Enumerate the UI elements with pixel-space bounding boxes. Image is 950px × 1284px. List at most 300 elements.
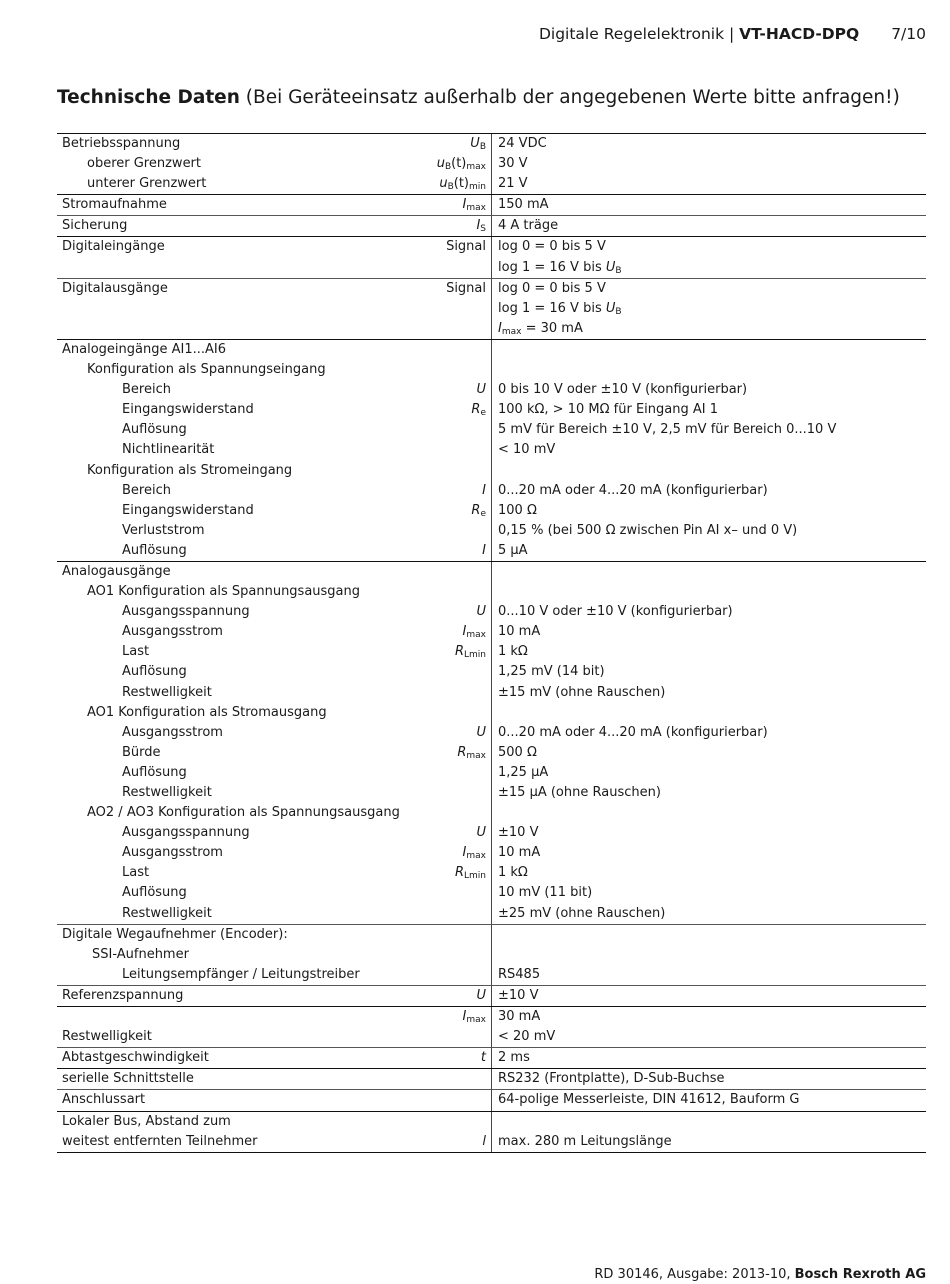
page-footer (594, 1267, 926, 1282)
spec-label-cell (57, 1048, 492, 1068)
spec-row (57, 843, 926, 863)
spec-label: Betriebsspannung (62, 136, 181, 151)
spec-row (57, 174, 926, 194)
spec-label-cell (57, 380, 492, 400)
symbol-subscript: B (447, 182, 454, 193)
symbol-letter: U (476, 825, 486, 841)
spec-value-cell (492, 1090, 926, 1110)
spec-label-cell (57, 360, 492, 380)
spec-label-continued: weitest entfernten Teilnehmer (62, 1133, 258, 1149)
spec-value: 500 Ω (498, 744, 537, 760)
symbol-letter: I (482, 542, 486, 558)
spec-value: 100 Ω (498, 502, 537, 518)
spec-row (57, 924, 926, 945)
spec-label: Analogausgänge (62, 563, 171, 579)
spec-label: Bereich (122, 382, 171, 398)
spec-value: ±25 mV (ohne Rauschen) (498, 905, 666, 921)
spec-label-cell (57, 863, 492, 883)
spec-label-cell (57, 521, 492, 541)
symbol-suffix: (t) (451, 156, 467, 172)
symbol-letter: l (482, 1133, 486, 1149)
symbol-letter: u (436, 156, 445, 172)
spec-value: 0...10 V oder ±10 V (konfigurierbar) (498, 604, 733, 620)
spec-value-cell (492, 1027, 926, 1047)
symbol-letter: I (462, 845, 467, 861)
spec-value (498, 925, 926, 945)
spec-label: Digitaleingänge (62, 239, 165, 255)
spec-label: Ausgangsstrom (122, 624, 223, 640)
spec-value-cell (492, 195, 926, 215)
spec-value (498, 703, 926, 723)
spec-value-cell (492, 803, 926, 823)
symbol-letter: U (476, 987, 486, 1003)
spec-label-cell (57, 1027, 492, 1047)
spec-label: AO1 Konfiguration als Stromausgang (87, 704, 327, 720)
page-title (57, 87, 900, 108)
spec-label: Ausgangsspannung (122, 604, 250, 620)
spec-value: ±15 µA (ohne Rauschen) (498, 785, 661, 801)
spec-row (57, 723, 926, 743)
spec-row (57, 1047, 926, 1068)
spec-label: Bürde (122, 744, 161, 760)
spec-symbol (455, 642, 486, 662)
spec-label: AO2 / AO3 Konfiguration als Spannungsausgang (87, 805, 400, 821)
spec-row (57, 743, 926, 763)
spec-value-cell (492, 883, 926, 903)
spec-value-cell (492, 783, 926, 803)
spec-value-cell (492, 1069, 926, 1089)
spec-value: 150 mA (498, 197, 549, 213)
value-symbol: I (498, 320, 502, 336)
spec-row (57, 823, 926, 843)
spec-value: 4 A träge (498, 218, 559, 234)
spec-label: Ausgangsstrom (122, 724, 223, 740)
spec-row (57, 420, 926, 440)
spec-label: Restwelligkeit (62, 1029, 152, 1045)
spec-label: Digitale Wegaufnehmer (Encoder): (62, 926, 288, 942)
symbol-letter: I (462, 197, 467, 213)
spec-label: Verluststrom (122, 522, 205, 538)
spec-label-cell (57, 945, 492, 965)
spec-value-cell (492, 562, 926, 582)
spec-value-cell (492, 622, 926, 642)
spec-row (57, 400, 926, 420)
page-header (539, 25, 926, 43)
spec-value-cell (492, 986, 926, 1006)
spec-value: 1,25 µA (498, 764, 549, 780)
spec-symbol (439, 174, 486, 194)
value-symbol: U (605, 300, 616, 316)
spec-row (57, 541, 926, 561)
spec-label: Restwelligkeit (122, 684, 212, 700)
symbol-letter: R (454, 865, 464, 881)
footer-company: Bosch Rexroth AG (794, 1267, 926, 1282)
symbol-subscript: S (480, 224, 486, 235)
spec-value-cell (492, 843, 926, 863)
symbol-letter: I (462, 624, 467, 640)
spec-symbol (455, 863, 486, 883)
spec-value-cell (492, 1112, 926, 1152)
spec-label-cell (57, 803, 492, 823)
spec-row (57, 763, 926, 783)
spec-value-cell (492, 279, 926, 339)
symbol-letter: I (482, 482, 486, 498)
spec-row (57, 985, 926, 1006)
spec-symbol (463, 195, 486, 215)
spec-label: Lokaler Bus, Abstand zum (62, 1113, 231, 1129)
spec-label-cell (57, 763, 492, 783)
spec-row (57, 602, 926, 622)
spec-symbol (482, 481, 486, 501)
spec-label-cell (57, 965, 492, 985)
spec-value-cell (492, 154, 926, 174)
spec-row (57, 863, 926, 883)
value-subscript: max (501, 326, 522, 337)
spec-value: 2 ms (498, 1050, 530, 1066)
symbol-subscript: max (466, 162, 486, 173)
spec-row (57, 481, 926, 501)
spec-label: unterer Grenzwert (87, 176, 207, 192)
spec-row (57, 278, 926, 339)
symbol-subscript: max (466, 1015, 486, 1026)
spec-label: Ausgangsspannung (122, 825, 250, 841)
spec-symbol (482, 541, 486, 561)
spec-value: ±15 mV (ohne Rauschen) (498, 684, 666, 700)
spec-row (57, 1111, 926, 1153)
spec-symbol (476, 602, 486, 622)
spec-value-cell (492, 662, 926, 682)
spec-value-cell (492, 723, 926, 743)
symbol-suffix: (t) (453, 176, 470, 192)
spec-symbol (476, 380, 486, 400)
title-bold: Technische Daten (57, 87, 240, 108)
symbol-letter: R (457, 744, 467, 760)
spec-label: Stromaufnahme (62, 197, 167, 213)
spec-value-cell (492, 602, 926, 622)
spec-row (57, 461, 926, 481)
spec-label: Last (122, 644, 150, 660)
spec-label-cell (57, 216, 492, 236)
spec-label-cell (57, 743, 492, 763)
spec-label-cell (57, 1112, 492, 1152)
spec-row (57, 783, 926, 803)
spec-value: 0,15 % (bei 500 Ω zwischen Pin AI x– und 0 V) (498, 522, 798, 538)
spec-label-cell (57, 400, 492, 420)
spec-value-cell (492, 521, 926, 541)
spec-value: ±10 V (498, 825, 539, 841)
spec-value-cell (492, 340, 926, 360)
title-note: (Bei Geräteeinsatz außerhalb der angegebenen Werte bitte anfragen!) (239, 87, 900, 108)
spec-label: Auflösung (122, 664, 187, 680)
spec-value-cell (492, 501, 926, 521)
symbol-letter: R (454, 644, 464, 660)
spec-label: Eingangswiderstand (122, 402, 254, 418)
spec-label-cell (57, 562, 492, 582)
spec-row (57, 703, 926, 723)
spec-label-cell (57, 174, 492, 194)
spec-value-cell (492, 904, 926, 924)
spec-value-cell (492, 360, 926, 380)
symbol-subscript: e (480, 408, 486, 419)
spec-label: Restwelligkeit (122, 785, 212, 801)
page-number: 7/10 (891, 25, 926, 43)
spec-value-cell (492, 481, 926, 501)
spec-row (57, 194, 926, 215)
spec-symbol (476, 216, 486, 236)
spec-label-cell (57, 904, 492, 924)
symbol-letter: I (476, 218, 481, 234)
spec-label-cell (57, 683, 492, 703)
spec-label-cell (57, 154, 492, 174)
spec-value-cell (492, 642, 926, 662)
spec-label-cell (57, 340, 492, 360)
spec-symbol: Signal (446, 280, 486, 296)
spec-value-cell (492, 216, 926, 236)
spec-value-cell (492, 965, 926, 985)
spec-value: < 20 mV (498, 1029, 556, 1045)
spec-label-cell (57, 134, 492, 154)
spec-table (57, 133, 926, 1153)
symbol-letter: t (480, 1050, 486, 1066)
spec-row (57, 440, 926, 460)
symbol-subscript: B (479, 142, 486, 152)
spec-value: 24 VDC (498, 136, 547, 151)
spec-label: Last (122, 865, 150, 881)
spec-label: Auflösung (122, 542, 187, 558)
spec-label-cell (57, 440, 492, 460)
spec-value: 1,25 mV (14 bit) (498, 664, 605, 680)
spec-label-cell (57, 823, 492, 843)
spec-value-cell (492, 1007, 926, 1027)
spec-row (57, 1006, 926, 1027)
spec-value-cell (492, 237, 926, 277)
spec-label-cell (57, 925, 492, 945)
spec-value: < 10 mV (498, 442, 556, 458)
spec-label: Auflösung (122, 422, 187, 438)
spec-label: Bereich (122, 482, 171, 498)
spec-row (57, 904, 926, 924)
symbol-letter: U (470, 136, 480, 151)
symbol-subscript: Lmin (464, 871, 486, 882)
spec-value-cell (492, 863, 926, 883)
symbol-subscript: max (466, 630, 486, 641)
spec-value-cell (492, 174, 926, 194)
spec-value: 30 mA (498, 1009, 541, 1025)
spec-label: serielle Schnittstelle (62, 1071, 194, 1087)
spec-symbol (437, 154, 486, 174)
spec-value: RS485 (498, 966, 541, 982)
spec-value: 5 µA (498, 542, 528, 558)
spec-value: log 1 = 16 V bis $U_B$ (498, 300, 622, 317)
spec-row (57, 1089, 926, 1110)
spec-symbol (463, 843, 486, 863)
spec-label: Konfiguration als Stromeingang (87, 462, 293, 478)
spec-label-cell (57, 602, 492, 622)
spec-value: log 1 = 16 V bis $U_B$ (498, 259, 622, 276)
symbol-letter: U (476, 724, 486, 740)
spec-value-cell (492, 420, 926, 440)
spec-label: Ausgangsstrom (122, 845, 223, 861)
spec-row (57, 662, 926, 682)
spec-symbol (482, 1132, 486, 1152)
symbol-letter: U (476, 382, 486, 398)
spec-label-cell (57, 541, 492, 561)
spec-value: 5 mV für Bereich ±10 V, 2,5 mV für Bereich 0...10 V (498, 422, 837, 438)
value-subscript: B (615, 306, 622, 317)
spec-row (57, 154, 926, 174)
spec-symbol (476, 823, 486, 843)
symbol-subscript: B (444, 162, 452, 173)
symbol-subscript: max (466, 203, 486, 214)
spec-label-cell (57, 420, 492, 440)
spec-symbol (463, 622, 486, 642)
spec-value: 1 kΩ (498, 644, 528, 660)
spec-symbol (476, 723, 486, 743)
spec-symbol (476, 986, 486, 1006)
spec-label-cell (57, 723, 492, 743)
spec-value-cell (492, 541, 926, 561)
spec-symbol (463, 1007, 486, 1027)
spec-value-cell (492, 743, 926, 763)
spec-label-cell (57, 237, 492, 277)
spec-label: Restwelligkeit (122, 905, 212, 921)
spec-symbol (481, 1048, 486, 1068)
spec-value-cell (492, 461, 926, 481)
spec-label-cell (57, 622, 492, 642)
spec-value-cell (492, 400, 926, 420)
spec-value: 21 V (498, 176, 528, 192)
value-subscript: B (615, 265, 622, 276)
spec-row (57, 521, 926, 541)
spec-row (57, 360, 926, 380)
spec-value-cell (492, 763, 926, 783)
spec-value (498, 461, 926, 481)
spec-value: 100 kΩ, > 10 MΩ für Eingang AI 1 (498, 402, 718, 418)
footer-ref: RD 30146, Ausgabe: 2013-10, (594, 1267, 795, 1282)
spec-row (57, 380, 926, 400)
spec-value: 10 mA (498, 845, 541, 861)
spec-value: log 0 = 0 bis 5 V (498, 239, 606, 255)
spec-value-cell (492, 925, 926, 945)
product-name: VT-HACD-DPQ (739, 25, 860, 43)
symbol-subscript: e (480, 508, 486, 519)
symbol-subscript: Lmin (464, 650, 486, 661)
spec-label: Digitalausgänge (62, 280, 168, 296)
spec-row (57, 965, 926, 985)
spec-value: ±10 V (498, 987, 539, 1003)
symbol-letter: u (439, 176, 448, 192)
spec-value: 10 mV (11 bit) (498, 885, 593, 901)
spec-symbol (471, 501, 486, 521)
spec-label-cell (57, 703, 492, 723)
spec-symbol: Signal (446, 239, 486, 255)
spec-row (57, 1068, 926, 1089)
spec-value (498, 360, 926, 380)
spec-row (57, 1027, 926, 1047)
spec-label-cell (57, 1007, 492, 1027)
spec-label-cell (57, 279, 492, 339)
spec-label: Referenzspannung (62, 987, 184, 1003)
spec-value (498, 803, 926, 823)
spec-label-cell (57, 481, 492, 501)
spec-row (57, 236, 926, 277)
spec-row (57, 642, 926, 662)
spec-label-cell (57, 642, 492, 662)
spec-label: oberer Grenzwert (87, 156, 202, 172)
spec-row (57, 215, 926, 236)
spec-value: 0 bis 10 V oder ±10 V (konfigurierbar) (498, 382, 748, 398)
spec-value-cell (492, 945, 926, 965)
spec-label: Anschlussart (62, 1092, 146, 1108)
spec-value: 0...20 mA oder 4...20 mA (konfigurierbar) (498, 724, 768, 740)
spec-label: Sicherung (62, 218, 128, 234)
spec-value: log 0 = 0 bis 5 V (498, 280, 606, 296)
spec-value: 64-polige Messerleiste, DIN 41612, Bauform G (498, 1092, 800, 1108)
spec-value-cell (492, 440, 926, 460)
spec-row (57, 803, 926, 823)
spec-label-cell (57, 883, 492, 903)
symbol-letter: I (462, 1009, 467, 1025)
symbol-letter: R (471, 502, 481, 518)
spec-label-cell (57, 1090, 492, 1110)
spec-label-cell (57, 461, 492, 481)
spec-value (498, 562, 926, 582)
value-symbol: U (605, 259, 616, 275)
spec-label: Auflösung (122, 885, 187, 901)
spec-label-cell (57, 1069, 492, 1089)
spec-label: Auflösung (122, 764, 187, 780)
spec-value: 1 kΩ (498, 865, 528, 881)
spec-symbol (471, 400, 486, 420)
spec-label: Nichtlinearität (122, 442, 215, 458)
spec-symbol (457, 743, 486, 763)
spec-label-cell (57, 843, 492, 863)
spec-label-cell (57, 582, 492, 602)
spec-value: $I_{max} = 30$ mA (498, 320, 583, 337)
spec-value-cell (492, 683, 926, 703)
section-title: Digitale Regelelektronik | (538, 25, 740, 43)
spec-label: AO1 Konfiguration als Spannungsausgang (87, 584, 361, 600)
spec-value (498, 1112, 926, 1132)
spec-row (57, 945, 926, 965)
spec-label-cell (57, 195, 492, 215)
spec-label: Konfiguration als Spannungseingang (87, 362, 326, 378)
spec-value: max. 280 m Leitungslänge (498, 1133, 672, 1149)
spec-value: 30 V (498, 156, 528, 172)
spec-row (57, 133, 926, 154)
spec-row (57, 883, 926, 903)
spec-label-cell (57, 662, 492, 682)
spec-label-cell (57, 986, 492, 1006)
spec-row (57, 582, 926, 602)
symbol-subscript: max (466, 750, 486, 761)
spec-value (498, 340, 926, 360)
spec-label-cell (57, 783, 492, 803)
spec-label: SSI-Aufnehmer (92, 946, 189, 962)
spec-value-cell (492, 582, 926, 602)
symbol-subscript: min (469, 182, 486, 193)
spec-label: Eingangswiderstand (122, 502, 254, 518)
spec-label-cell (57, 501, 492, 521)
spec-row (57, 501, 926, 521)
spec-value: 10 mA (498, 624, 541, 640)
spec-row (57, 561, 926, 582)
spec-value-cell (492, 1048, 926, 1068)
symbol-subscript: max (466, 851, 486, 862)
spec-row (57, 339, 926, 360)
spec-label: Analogeingänge AI1...AI6 (62, 341, 226, 357)
spec-label: Abtastgeschwindigkeit (62, 1050, 209, 1066)
